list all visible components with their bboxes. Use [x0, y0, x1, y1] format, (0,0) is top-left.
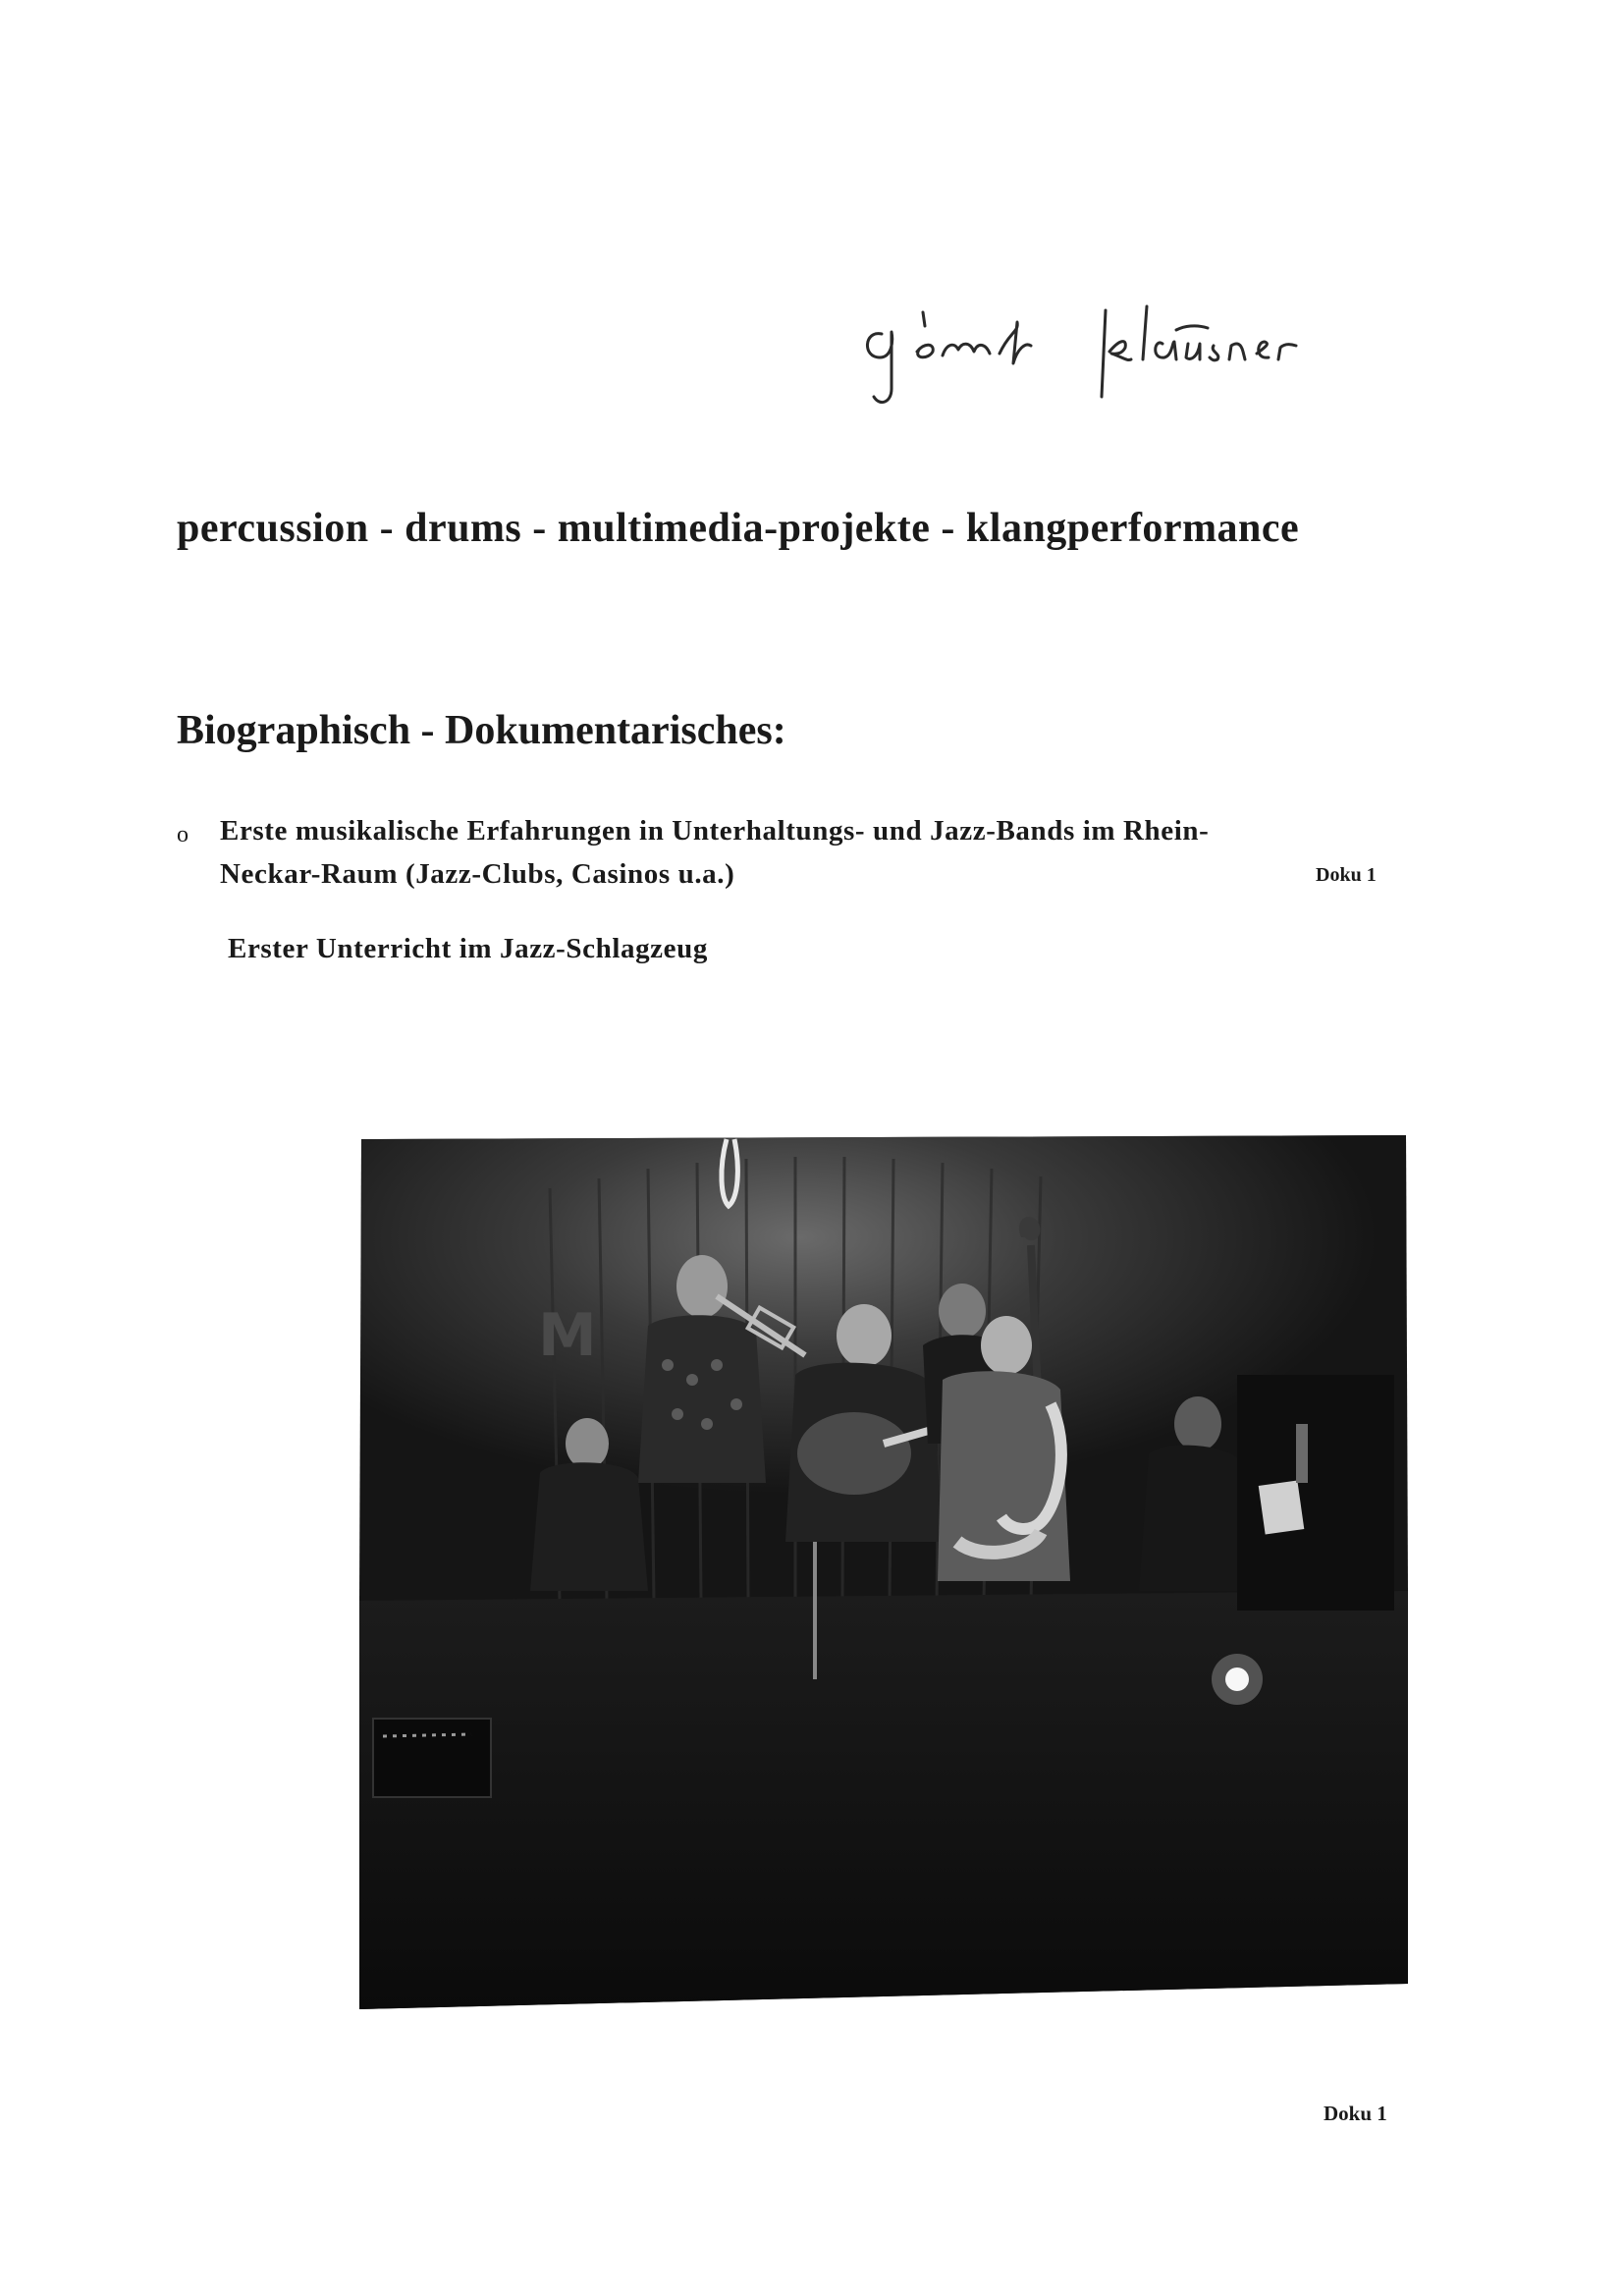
footer-doku-label: Doku 1	[1324, 2102, 1387, 2125]
bullet-marker: o	[177, 822, 189, 847]
band-photo	[353, 1129, 1414, 2013]
bullet-text-line-1: Erste musikalische Erfahrungen in Unterhaltungs- und Jazz-Bands im Rhein-	[220, 815, 1210, 847]
signature-icon	[852, 273, 1422, 420]
doku-reference: Doku 1	[1316, 864, 1377, 886]
tagline: percussion - drums - multimedia-projekte - klangperformance	[177, 506, 1300, 551]
section-heading: Biographisch - Dokumentarisches:	[177, 708, 786, 753]
band-photo-icon	[353, 1129, 1414, 2013]
subline-text: Erster Unterricht im Jazz-Schlagzeug	[228, 933, 708, 964]
svg-text:M: M	[538, 1301, 597, 1370]
handwritten-signature	[852, 273, 1422, 420]
bullet-text-line-2: Neckar-Raum (Jazz-Clubs, Casinos u.a.)	[220, 858, 735, 890]
